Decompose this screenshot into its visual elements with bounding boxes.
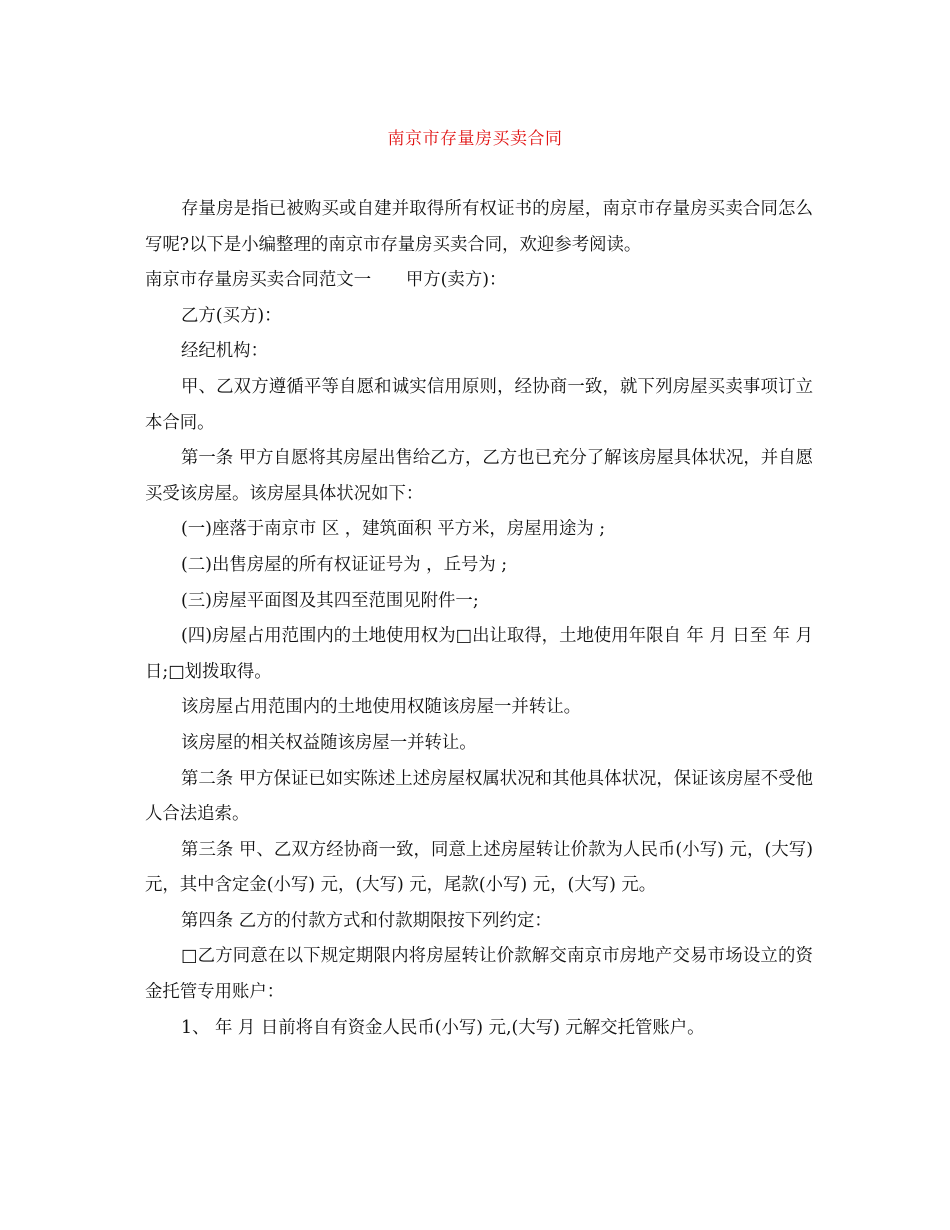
paragraph: 第三条 甲、乙双方经协商一致，同意上述房屋转让价款为人民币(小写) 元，(大写) 元，其中含定金(小写) 元，(大写) 元，尾款(小写) 元，(大写) 元。 bbox=[145, 839, 813, 896]
paragraph: 乙方(买方)： bbox=[181, 305, 282, 326]
paragraph: 该房屋的相关权益随该房屋一并转让。 bbox=[181, 732, 477, 753]
paragraph: 存量房是指已被购买或自建并取得所有权证书的房屋，南京市存量房买卖合同怎么写呢?以下是小编整理的南京市存量房买卖合同，欢迎参考阅读。 bbox=[145, 199, 813, 255]
document-title: 南京市存量房买卖合同 bbox=[387, 129, 563, 149]
paragraph: (四)房屋占用范围内的土地使用权为□出让取得，土地使用年限自 年 月 日至 年 月 日;□划拨取得。 bbox=[145, 626, 813, 682]
paragraph: 第一条 甲方自愿将其房屋出售给乙方，乙方也已充分了解该房屋具体状况，并自愿买受该房屋。该房屋具体状况如下： bbox=[145, 448, 813, 504]
paragraph: □乙方同意在以下规定期限内将房屋转让价款解交南京市房地产交易市场设立的资金托管专用账户： bbox=[145, 946, 813, 1003]
paragraph: (三)房屋平面图及其四至范围见附件一; bbox=[181, 590, 479, 611]
document-body bbox=[145, 192, 813, 1046]
paragraph: 该房屋占用范围内的土地使用权随该房屋一并转让。 bbox=[181, 697, 581, 718]
paragraph: 南京市存量房买卖合同范文一 甲方(卖方)： bbox=[145, 270, 507, 291]
paragraph: 1、 年 月 日前将自有资金人民币(小写) 元,(大写) 元解交托管账户。 bbox=[181, 1017, 705, 1038]
paragraph: 经纪机构： bbox=[181, 341, 268, 362]
paragraph: (一)座落于南京市 区 ，建筑面积 平方米，房屋用途为 ; bbox=[181, 519, 606, 540]
paragraph: 甲、乙双方遵循平等自愿和诚实信用原则，经协商一致，就下列房屋买卖事项订立本合同。 bbox=[145, 376, 813, 433]
paragraph: (二)出售房屋的所有权证证号为 ，丘号为 ; bbox=[181, 554, 508, 575]
paragraph: 第二条 甲方保证已如实陈述上述房屋权属状况和其他具体状况，保证该房屋不受他人合法追索。 bbox=[145, 768, 813, 825]
paragraph: 第四条 乙方的付款方式和付款期限按下列约定： bbox=[181, 910, 552, 931]
